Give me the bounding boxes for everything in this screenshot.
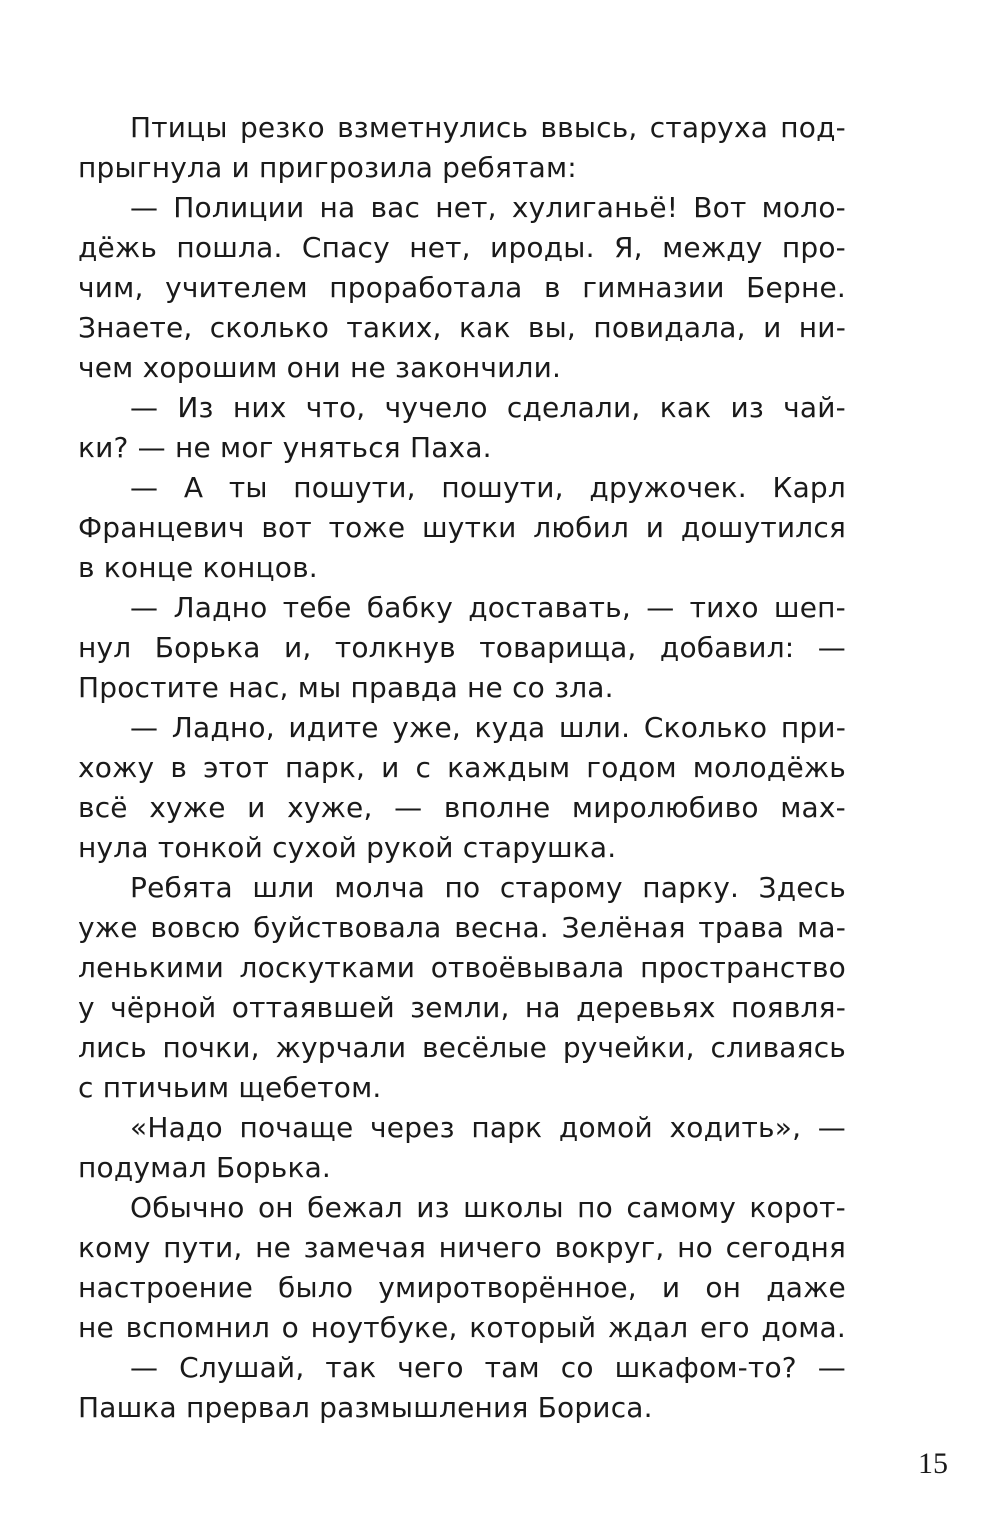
text-line: кому пути, не замечая ничего вокруг, но сегодня	[78, 1231, 846, 1264]
page-number: 15	[918, 1447, 948, 1480]
text-line: ленькими лоскутками отвоёвывала пространство	[78, 951, 846, 984]
text-line: ки? — не мог уняться Паха.	[78, 431, 492, 464]
text-line: всё хуже и хуже, — вполне миролюбиво мах-	[78, 791, 846, 824]
text-line: Знаете, сколько таких, как вы, повидала, и ни-	[78, 311, 846, 344]
text-line: Обычно он бежал из школы по самому корот-	[130, 1191, 846, 1224]
text-line: в конце концов.	[78, 551, 318, 584]
text-line: Францевич вот тоже шутки любил и дошутился	[78, 511, 846, 544]
text-line: нул Борька и, толкнув товарища, добавил: —	[78, 631, 846, 664]
text-line: — Полиции на вас нет, хулиганьё! Вот моло-	[130, 191, 846, 224]
text-line: Пашка прервал размышления Бориса.	[78, 1391, 653, 1424]
text-line: — Из них что, чучело сделали, как из чай-	[130, 391, 846, 424]
text-line: уже вовсю буйствовала весна. Зелёная трава ма-	[78, 911, 846, 944]
text-line: лись почки, журчали весёлые ручейки, сливаясь	[78, 1031, 846, 1064]
text-line: — Слушай, так чего там со шкафом-то? —	[130, 1351, 846, 1384]
text-line: «Надо почаще через парк домой ходить», —	[130, 1111, 846, 1144]
text-line: чем хорошим они не закончили.	[78, 351, 562, 384]
text-line: дёжь пошла. Спасу нет, ироды. Я, между про-	[78, 231, 846, 264]
text-line: Простите нас, мы правда не со зла.	[78, 671, 614, 704]
text-line: прыгнула и пригрозила ребятам:	[78, 151, 577, 184]
text-line: — А ты пошути, пошути, дружочек. Карл	[130, 471, 846, 504]
text-line: — Ладно тебе бабку доставать, — тихо шеп-	[130, 591, 846, 624]
text-line: у чёрной оттаявшей земли, на деревьях появля-	[78, 991, 846, 1024]
text-line: не вспомнил о ноутбуке, который ждал его дома.	[78, 1311, 846, 1344]
text-line: Птицы резко взметнулись ввысь, старуха под-	[130, 111, 846, 144]
text-line: хожу в этот парк, и с каждым годом молодёжь	[78, 751, 846, 784]
text-line: нула тонкой сухой рукой старушка.	[78, 831, 617, 864]
text-line: подумал Борька.	[78, 1151, 332, 1184]
text-line: Ребята шли молча по старому парку. Здесь	[130, 871, 846, 904]
body-text	[78, 108, 846, 1428]
text-line: настроение было умиротворённое, и он даже	[78, 1271, 846, 1304]
text-line: — Ладно, идите уже, куда шли. Сколько при-	[130, 711, 846, 744]
text-line: с птичьим щебетом.	[78, 1071, 382, 1104]
text-line: чим, учителем проработала в гимназии Берне.	[78, 271, 846, 304]
